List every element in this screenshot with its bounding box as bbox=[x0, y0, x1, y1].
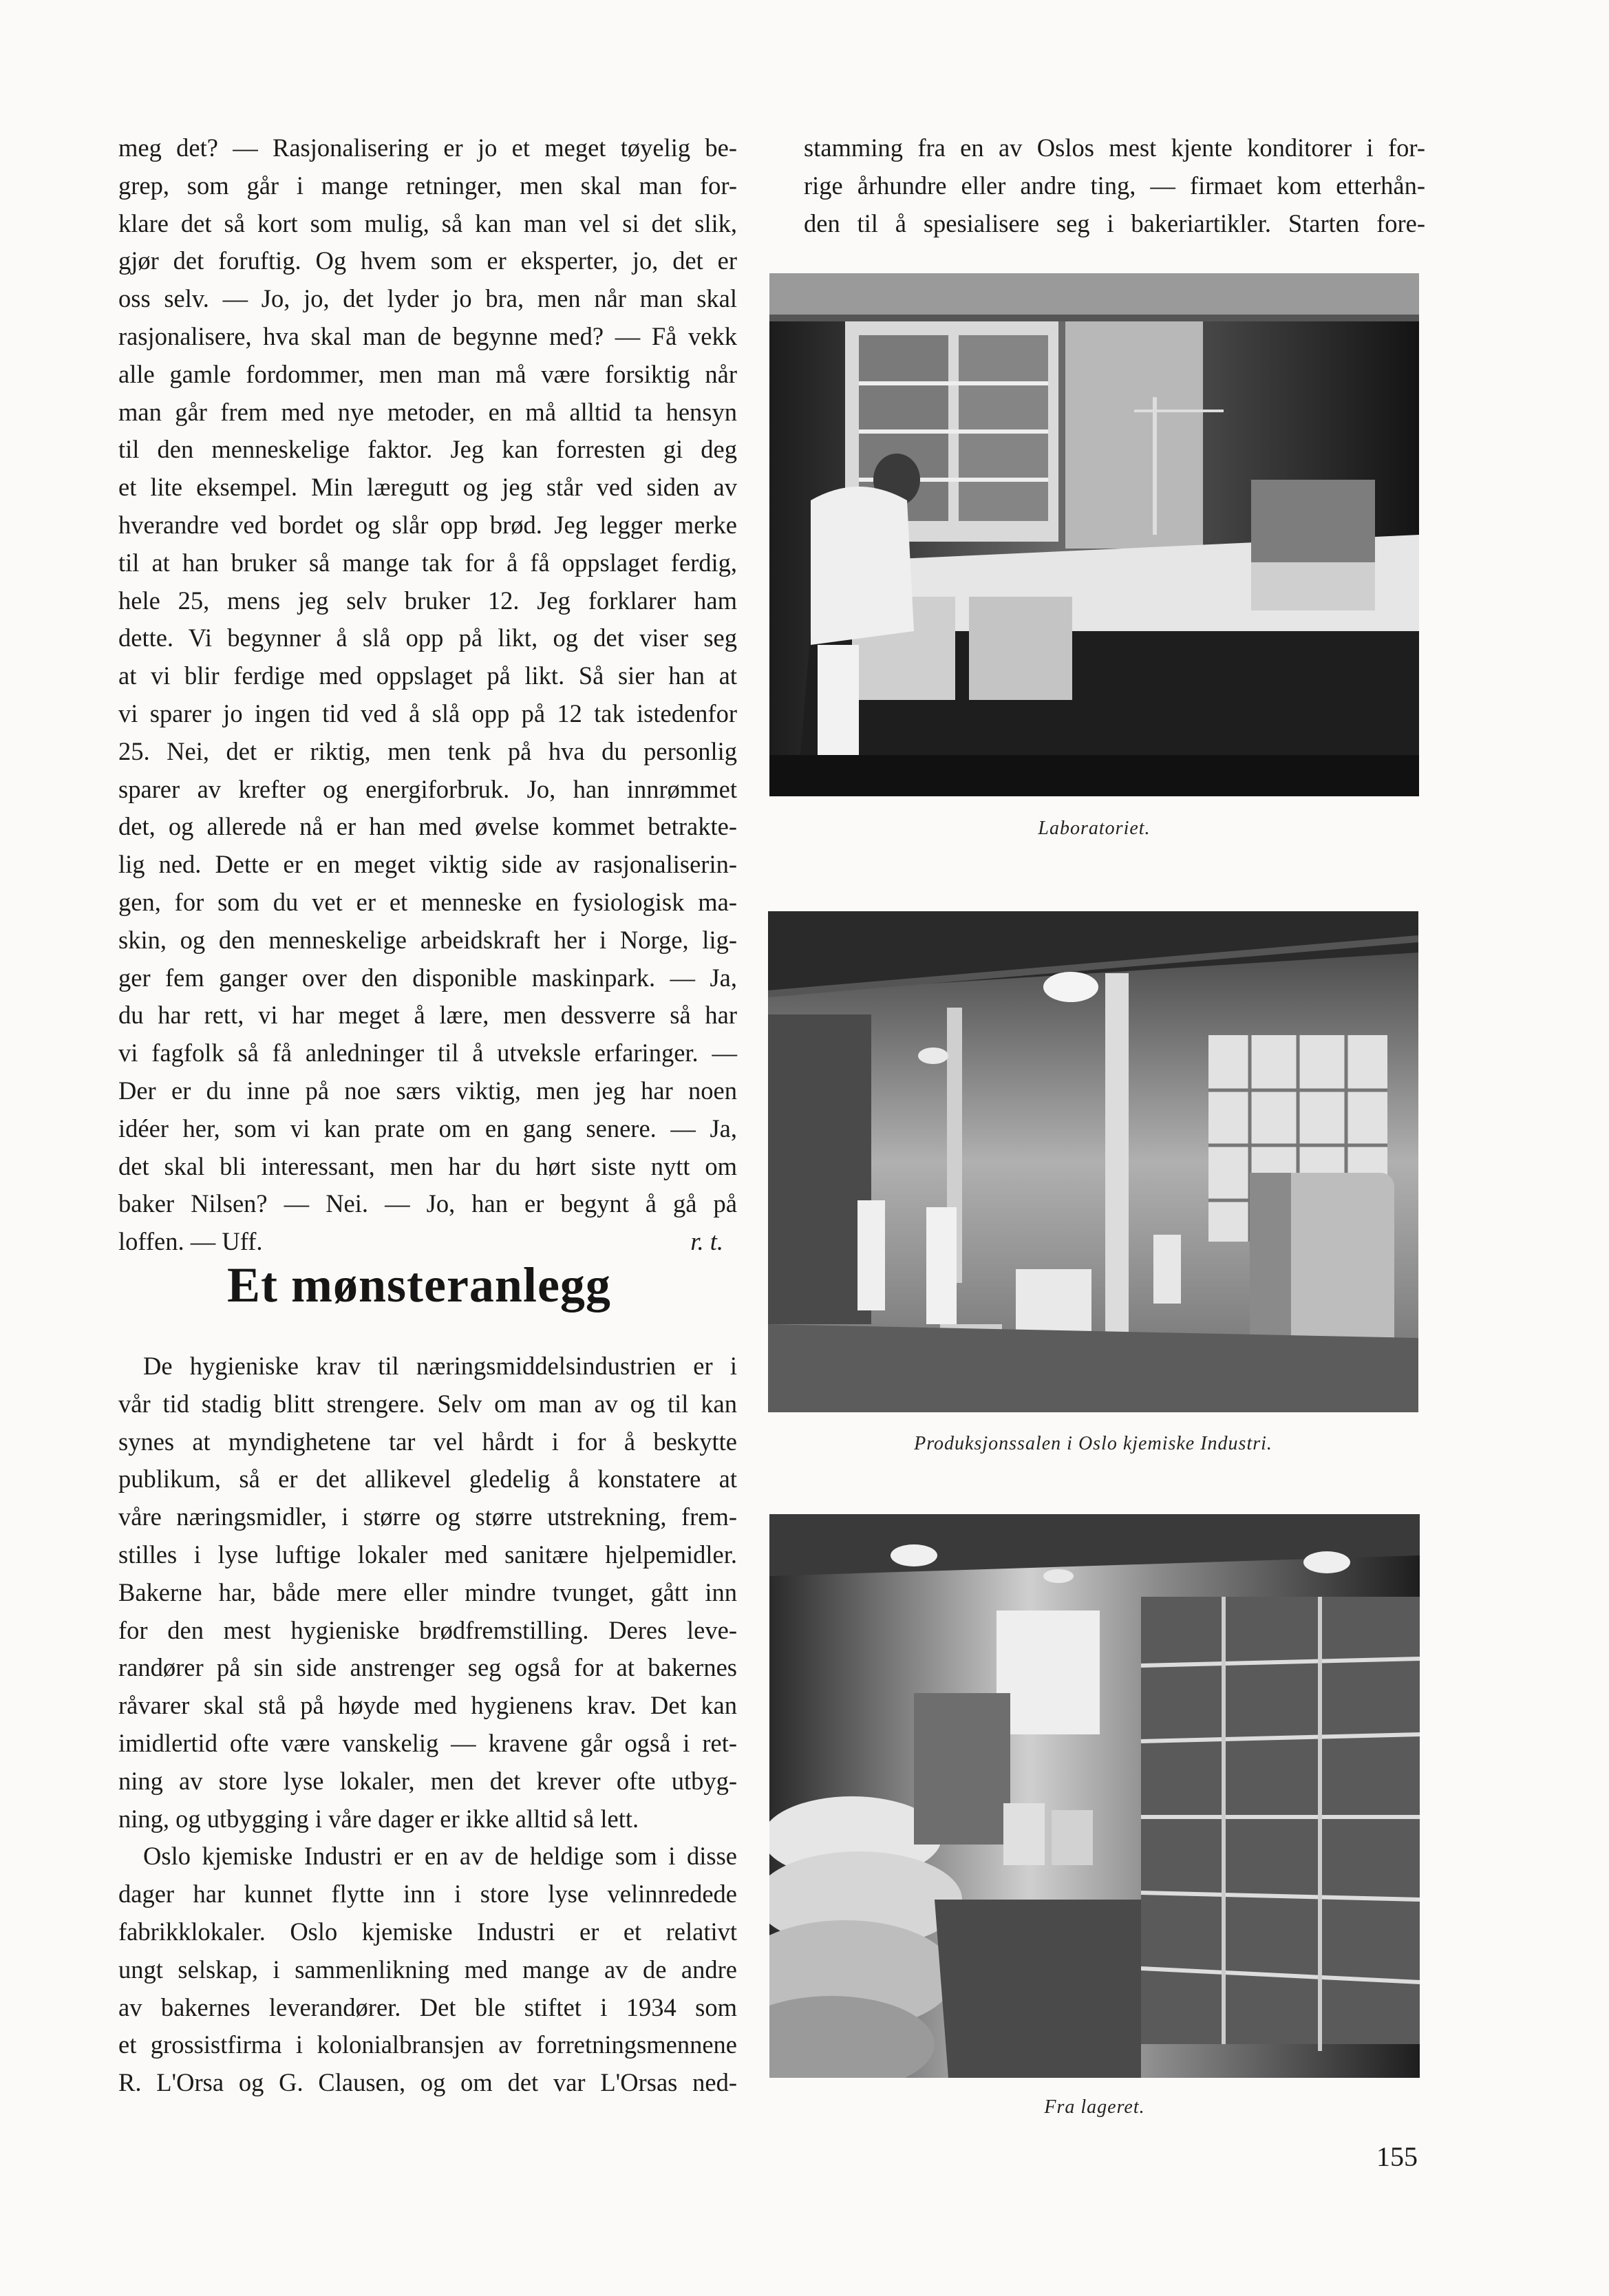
text-line: sparer av krefter og energiforbruk. Jo, han innrømmet bbox=[118, 774, 737, 803]
text-line: 25. Nei, det er riktig, men tenk på hva du personlig bbox=[118, 736, 737, 765]
text-line: baker Nilsen? — Nei. — Jo, han er begynt å gå på bbox=[118, 1189, 737, 1218]
text-line: randører på sin side anstrenger seg også for at bakernes bbox=[118, 1653, 737, 1682]
text-line: vår tid stadig blitt strengere. Selv om man av og til kan bbox=[118, 1389, 737, 1418]
text-line: skin, og den menneskelige arbeidskraft her i Norge, lig- bbox=[118, 925, 737, 954]
text-line: Bakerne har, både mere eller mindre tvunget, gått inn bbox=[118, 1577, 737, 1606]
text-line: dager har kunnet flytte inn i store lyse velinnredede bbox=[118, 1880, 737, 1909]
text-line: hverandre ved bordet og slår opp brød. Jeg legger merke bbox=[118, 510, 737, 539]
text-line: ungt selskap, i sammenlikning med mange av de andre bbox=[118, 1955, 737, 1984]
page-number: 155 bbox=[1376, 2141, 1418, 2172]
text-line: De hygieniske krav til næringsmiddelsindustrien er i bbox=[143, 1352, 737, 1380]
text-line: man går frem med nye metoder, en må alltid ta hensyn bbox=[118, 397, 737, 426]
text-line: rasjonalisere, hva skal man de begynne med? — Få vekk bbox=[118, 321, 737, 350]
author-signature: r. t. bbox=[690, 1227, 723, 1256]
warehouse-caption: Fra lageret. bbox=[1044, 2096, 1145, 2118]
text-line: det skal bli interessant, men har du hørt siste nytt om bbox=[118, 1151, 737, 1180]
text-line: rige århundre eller andre ting, — firmaet kom etterhån- bbox=[804, 171, 1425, 200]
text-line: oss selv. — Jo, jo, det lyder jo bra, men når man skal bbox=[118, 284, 737, 313]
left-column-bottom-text bbox=[118, 1348, 737, 2102]
text-line: stamming fra en av Oslos mest kjente konditorer i for- bbox=[804, 134, 1425, 162]
warehouse-photo bbox=[769, 1514, 1420, 2078]
text-line: ning, og utbygging i våre dager er ikke alltid så lett. bbox=[118, 1804, 639, 1833]
text-line: Der er du inne på noe særs viktig, men jeg har noen bbox=[118, 1076, 737, 1105]
text-line: et grossistfirma i kolonialbransjen av forretningsmennene bbox=[118, 2030, 737, 2059]
text-line: det, og allerede nå er han med øvelse kommet betrakte- bbox=[118, 812, 737, 841]
text-line: gen, for som du vet er et menneske en fysiologisk ma- bbox=[118, 887, 737, 916]
text-line: fabrikklokaler. Oslo kjemiske Industri er et relativt bbox=[118, 1917, 737, 1946]
text-line: imidlertid ofte være vanskelig — kravene går også i ret- bbox=[118, 1728, 737, 1757]
closing-line bbox=[118, 1223, 737, 1261]
closing-text: loffen. — Uff. bbox=[118, 1227, 263, 1256]
production-hall-photo bbox=[768, 911, 1418, 1412]
text-line: grep, som går i mange retninger, men skal man for- bbox=[118, 171, 737, 200]
text-line: for den mest hygieniske brødfremstilling. Deres leve- bbox=[118, 1615, 737, 1644]
text-line: ger fem ganger over den disponible maskinpark. — Ja, bbox=[118, 963, 737, 992]
article-heading: Et mønsteranlegg bbox=[227, 1257, 611, 1312]
text-line: dette. Vi begynner å slå opp på likt, og det viser seg bbox=[118, 624, 737, 652]
text-line: vi fagfolk så få anledninger til å utveksle erfaringer. — bbox=[118, 1039, 737, 1067]
text-line: klare det så kort som mulig, så kan man vel si det slik, bbox=[118, 209, 737, 237]
text-line: den til å spesialisere seg i bakeriartikler. Starten fore- bbox=[804, 209, 1425, 237]
text-line: du har rett, vi har meget å lære, men dessverre så har bbox=[118, 1001, 737, 1030]
text-line: gjør det foruftig. Og hvem som er eksperter, jo, det er bbox=[118, 246, 737, 275]
text-line: stilles i lyse luftige lokaler med sanitære hjelpemidler. bbox=[118, 1540, 737, 1569]
text-line: råvarer skal stå på høyde med hygienens krav. Det kan bbox=[118, 1691, 737, 1720]
text-line: R. L'Orsa og G. Clausen, og om det var L'Orsas ned- bbox=[118, 2068, 737, 2097]
production-hall-caption: Produksjonssalen i Oslo kjemiske Industri. bbox=[914, 1433, 1272, 1454]
laboratory-caption: Laboratoriet. bbox=[1038, 818, 1151, 839]
text-line: publikum, så er det allikevel gledelig å konstatere at bbox=[118, 1465, 737, 1494]
text-line: meg det? — Rasjonalisering er jo et meget tøyelig be- bbox=[118, 134, 737, 162]
text-line: et lite eksempel. Min læregutt og jeg står ved siden av bbox=[118, 473, 737, 502]
text-line: vi sparer jo ingen tid ved å slå opp på 12 tak istedenfor bbox=[118, 699, 737, 727]
left-column-top-text bbox=[118, 129, 737, 1261]
text-line: våre næringsmidler, i større og større utstrekning, frem- bbox=[118, 1502, 737, 1531]
laboratory-photo bbox=[769, 273, 1419, 796]
text-line: til den menneskelige faktor. Jeg kan forresten gi deg bbox=[118, 435, 737, 464]
text-line: at vi blir ferdige med oppslaget på likt. Så sier han at bbox=[118, 661, 737, 690]
text-line: Oslo kjemiske Industri er en av de heldige som i disse bbox=[143, 1842, 737, 1871]
text-line: av bakernes leverandører. Det ble stiftet i 1934 som bbox=[118, 1992, 737, 2021]
text-line: idéer her, som vi kan prate om en gang senere. — Ja, bbox=[118, 1114, 737, 1142]
text-line: lig ned. Dette er en meget viktig side av rasjonaliserin- bbox=[118, 850, 737, 879]
text-line: hele 25, mens jeg selv bruker 12. Jeg forklarer ham bbox=[118, 586, 737, 615]
text-line: synes at myndighetene tar vel hårdt i for å beskytte bbox=[118, 1427, 737, 1456]
right-column-top-text bbox=[804, 129, 1425, 242]
text-line: til at han bruker så mange tak for å få oppslaget ferdig, bbox=[118, 548, 737, 577]
text-line: ning av store lyse lokaler, men det krever ofte utbyg- bbox=[118, 1766, 737, 1795]
text-line: alle gamle fordommer, men man må være forsiktig når bbox=[118, 359, 737, 388]
